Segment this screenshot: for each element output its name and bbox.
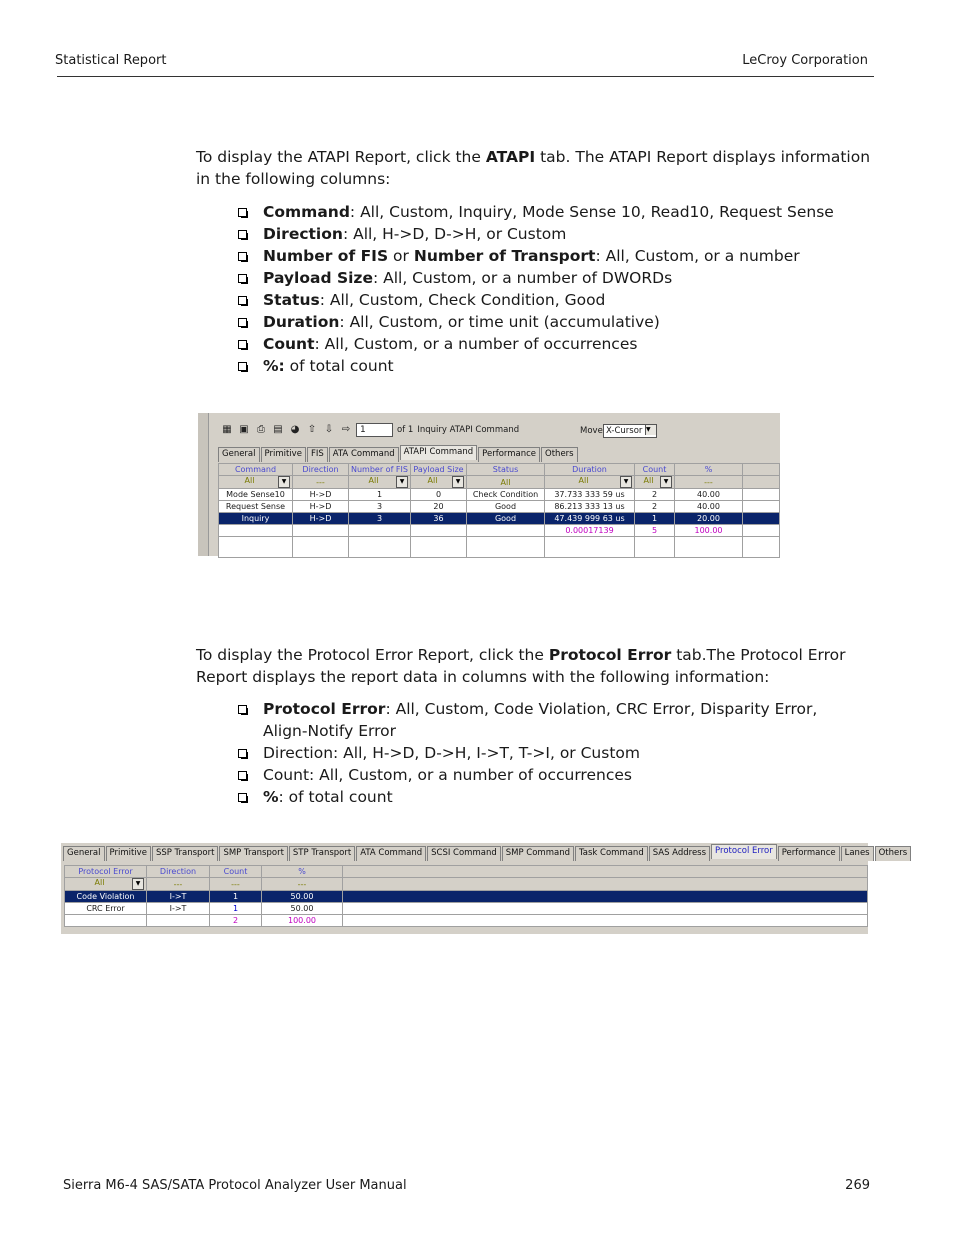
- list-item: Payload Size: All, Custom, or a number of DWORDs: [237, 267, 857, 289]
- column-header-number-of-fis[interactable]: Number of FIS: [349, 464, 411, 476]
- table-cell: Code Violation: [65, 891, 147, 903]
- chart-icon[interactable]: ◕: [290, 424, 300, 435]
- header-rule: [57, 76, 874, 77]
- table-row[interactable]: [65, 903, 868, 915]
- chevron-down-icon[interactable]: ▼: [396, 476, 408, 488]
- empty-row: [219, 537, 780, 558]
- page-description: Inquiry ATAPI Command: [417, 425, 520, 435]
- tab-ata-command[interactable]: ATA Command: [356, 846, 426, 861]
- atapi-tab-bar: [218, 447, 579, 462]
- protocol-error-bullet-list: [237, 698, 857, 808]
- list-item: Number of FIS or Number of Transport: All, Custom, or a number: [237, 245, 857, 267]
- save-icon[interactable]: ▣: [239, 424, 249, 435]
- filter-direction: ---: [147, 878, 210, 891]
- table-cell: 50.00: [262, 891, 343, 903]
- column-header-duration[interactable]: Duration: [545, 464, 635, 476]
- tab-others[interactable]: Others: [875, 846, 912, 861]
- list-item: Count: All, Custom, or a number of occurrences: [237, 333, 857, 355]
- header-left: Statistical Report: [55, 53, 167, 68]
- protocol-error-table: [64, 865, 868, 927]
- filter-duration[interactable]: All ▼: [545, 476, 635, 489]
- table-cell: Mode Sense10: [219, 489, 293, 501]
- export-icon[interactable]: ▦: [222, 424, 232, 435]
- tab-general[interactable]: General: [218, 447, 260, 462]
- table-cell: 3: [349, 501, 411, 513]
- table-cell: 36: [411, 513, 467, 525]
- move-select[interactable]: X-Cursor ▼: [603, 424, 657, 438]
- table-cell: Inquiry: [219, 513, 293, 525]
- up-arrow-icon[interactable]: ⇧: [307, 424, 317, 435]
- table-cell: 37.733 333 59 us: [545, 489, 635, 501]
- table-cell: 1: [349, 489, 411, 501]
- column-header-count[interactable]: Count: [635, 464, 675, 476]
- table-cell: 20.00: [675, 513, 743, 525]
- list-item: Status: All, Custom, Check Condition, Good: [237, 289, 857, 311]
- filter-protocol-error[interactable]: All ▼: [65, 878, 147, 891]
- checkbox-bullet-icon: [238, 749, 247, 758]
- protocol-error-intro: To display the Protocol Error Report, click the Protocol Error tab.The Protocol Error Report displays the report data in columns with the following information:: [196, 646, 846, 686]
- list-item: Duration: All, Custom, or time unit (accumulative): [237, 311, 857, 333]
- table-cell: 40.00: [675, 489, 743, 501]
- chevron-down-icon[interactable]: ▼: [620, 476, 632, 488]
- tab-others[interactable]: Others: [541, 447, 578, 462]
- chevron-down-icon[interactable]: ▼: [660, 476, 672, 488]
- list-item: Count: All, Custom, or a number of occurrences: [237, 764, 857, 786]
- side-strip: [198, 413, 209, 556]
- filter-count: ---: [210, 878, 262, 891]
- table-cell: 0: [411, 489, 467, 501]
- column-header-protocol-error[interactable]: Protocol Error: [65, 866, 147, 878]
- table-cell: Good: [467, 501, 545, 513]
- move-label: Move: [580, 426, 603, 436]
- table-cell: CRC Error: [65, 903, 147, 915]
- table-cell: 47.439 999 63 us: [545, 513, 635, 525]
- total-count: 5: [635, 525, 675, 537]
- totals-row: [65, 915, 868, 927]
- atapi-report-table: [218, 463, 780, 558]
- table-cell: H->D: [293, 489, 349, 501]
- total-percent: 100.00: [262, 915, 343, 927]
- checkbox-bullet-icon: [238, 274, 247, 283]
- column-header-direction[interactable]: Direction: [147, 866, 210, 878]
- tab-smp-command[interactable]: SMP Command: [502, 846, 574, 861]
- print-icon[interactable]: ⎙: [257, 424, 265, 435]
- column-header-percent[interactable]: %: [262, 866, 343, 878]
- total-count: 2: [210, 915, 262, 927]
- column-header-status[interactable]: Status: [467, 464, 545, 476]
- table-row-selected[interactable]: [65, 891, 868, 903]
- table-cell: 1: [210, 903, 262, 915]
- toolbar: [220, 423, 519, 437]
- page-number-input[interactable]: 1: [356, 423, 393, 437]
- page-of-label: of 1: [397, 425, 414, 435]
- tab-general[interactable]: General: [63, 846, 105, 861]
- column-header-direction[interactable]: Direction: [293, 464, 349, 476]
- checkbox-bullet-icon: [238, 705, 247, 714]
- tab-smp-transport[interactable]: SMP Transport: [219, 846, 287, 861]
- chevron-down-icon[interactable]: ▼: [278, 476, 290, 488]
- table-cell: 1: [210, 891, 262, 903]
- tab-lanes[interactable]: Lanes: [841, 846, 874, 861]
- tab-fis[interactable]: FIS: [307, 447, 328, 462]
- down-arrow-icon[interactable]: ⇩: [324, 424, 334, 435]
- checkbox-bullet-icon: [238, 208, 247, 217]
- tab-protocol-error[interactable]: Protocol Error: [711, 844, 777, 859]
- checkbox-bullet-icon: [238, 771, 247, 780]
- checkbox-bullet-icon: [238, 318, 247, 327]
- tab-performance[interactable]: Performance: [778, 846, 840, 861]
- table-cell: 1: [635, 513, 675, 525]
- table-cell: 20: [411, 501, 467, 513]
- tab-stp-transport[interactable]: STP Transport: [289, 846, 355, 861]
- totals-row: [219, 525, 780, 537]
- atapi-intro: To display the ATAPI Report, click the ATAPI tab. The ATAPI Report displays information in the following columns:: [196, 148, 871, 188]
- checkbox-bullet-icon: [238, 296, 247, 305]
- table-cell: 2: [635, 489, 675, 501]
- filter-percent: ---: [262, 878, 343, 891]
- column-header-percent[interactable]: %: [675, 464, 743, 476]
- atapi-bullet-list: [237, 201, 857, 377]
- filter-number-of-fis[interactable]: All ▼: [349, 476, 411, 489]
- table-row-selected[interactable]: [219, 513, 780, 525]
- list-item: %: of total count: [237, 786, 857, 808]
- protocol-error-report-screenshot: [61, 843, 908, 934]
- list-item: %: of total count: [237, 355, 857, 377]
- filter-payload-size[interactable]: All ▼: [411, 476, 467, 489]
- checkbox-bullet-icon: [238, 230, 247, 239]
- filter-command[interactable]: All ▼: [219, 476, 293, 489]
- filter-count[interactable]: All ▼: [635, 476, 675, 489]
- table-cell: Good: [467, 513, 545, 525]
- list-item: Protocol Error: All, Custom, Code Violation, CRC Error, Disparity Error, Align-Notify Error: [237, 698, 857, 742]
- tab-primitive[interactable]: Primitive: [261, 447, 306, 462]
- preview-icon[interactable]: ▤: [273, 424, 283, 435]
- table-cell: Request Sense: [219, 501, 293, 513]
- chevron-down-icon[interactable]: ▼: [452, 476, 464, 488]
- table-cell: H->D: [293, 513, 349, 525]
- table-row[interactable]: [219, 501, 780, 513]
- tab-primitive[interactable]: Primitive: [106, 846, 151, 861]
- go-arrow-icon[interactable]: ⇨: [341, 424, 351, 435]
- protocol-tab-bar: [63, 846, 912, 861]
- table-cell: 50.00: [262, 903, 343, 915]
- filter-percent: ---: [675, 476, 743, 489]
- tab-task-command[interactable]: Task Command: [575, 846, 648, 861]
- tab-scsi-command[interactable]: SCSI Command: [427, 846, 501, 861]
- column-header-command[interactable]: Command: [219, 464, 293, 476]
- tab-atapi-command[interactable]: ATAPI Command: [400, 445, 478, 460]
- filter-direction: ---: [293, 476, 349, 489]
- total-percent: 100.00: [675, 525, 743, 537]
- table-row[interactable]: [219, 489, 780, 501]
- table-cell: I->T: [147, 903, 210, 915]
- checkbox-bullet-icon: [238, 340, 247, 349]
- list-item: Command: All, Custom, Inquiry, Mode Sense 10, Read10, Request Sense: [237, 201, 857, 223]
- column-header-payload-size[interactable]: Payload Size: [411, 464, 467, 476]
- atapi-report-screenshot: [198, 413, 780, 556]
- footer-title: Sierra M6-4 SAS/SATA Protocol Analyzer User Manual: [63, 1178, 407, 1193]
- total-duration: 0.00017139: [545, 525, 635, 537]
- table-cell: I->T: [147, 891, 210, 903]
- checkbox-bullet-icon: [238, 362, 247, 371]
- tab-sas-address[interactable]: SAS Address: [649, 846, 710, 861]
- table-cell: 3: [349, 513, 411, 525]
- table-cell: 2: [635, 501, 675, 513]
- page-number: 269: [845, 1178, 870, 1193]
- filter-status[interactable]: All: [467, 476, 545, 489]
- column-header-count[interactable]: Count: [210, 866, 262, 878]
- table-cell: 86.213 333 13 us: [545, 501, 635, 513]
- chevron-down-icon[interactable]: ▼: [132, 878, 144, 890]
- header-right: LeCroy Corporation: [742, 53, 868, 68]
- list-item: Direction: All, H->D, D->H, or Custom: [237, 223, 857, 245]
- table-cell: Check Condition: [467, 489, 545, 501]
- tab-ssp-transport[interactable]: SSP Transport: [152, 846, 219, 861]
- tab-performance[interactable]: Performance: [478, 447, 540, 462]
- table-cell: 40.00: [675, 501, 743, 513]
- tab-ata-command[interactable]: ATA Command: [329, 447, 399, 462]
- table-cell: H->D: [293, 501, 349, 513]
- list-item: Direction: All, H->D, D->H, I->T, T->I, or Custom: [237, 742, 857, 764]
- checkbox-bullet-icon: [238, 252, 247, 261]
- chevron-down-icon: ▼: [645, 425, 656, 435]
- checkbox-bullet-icon: [238, 793, 247, 802]
